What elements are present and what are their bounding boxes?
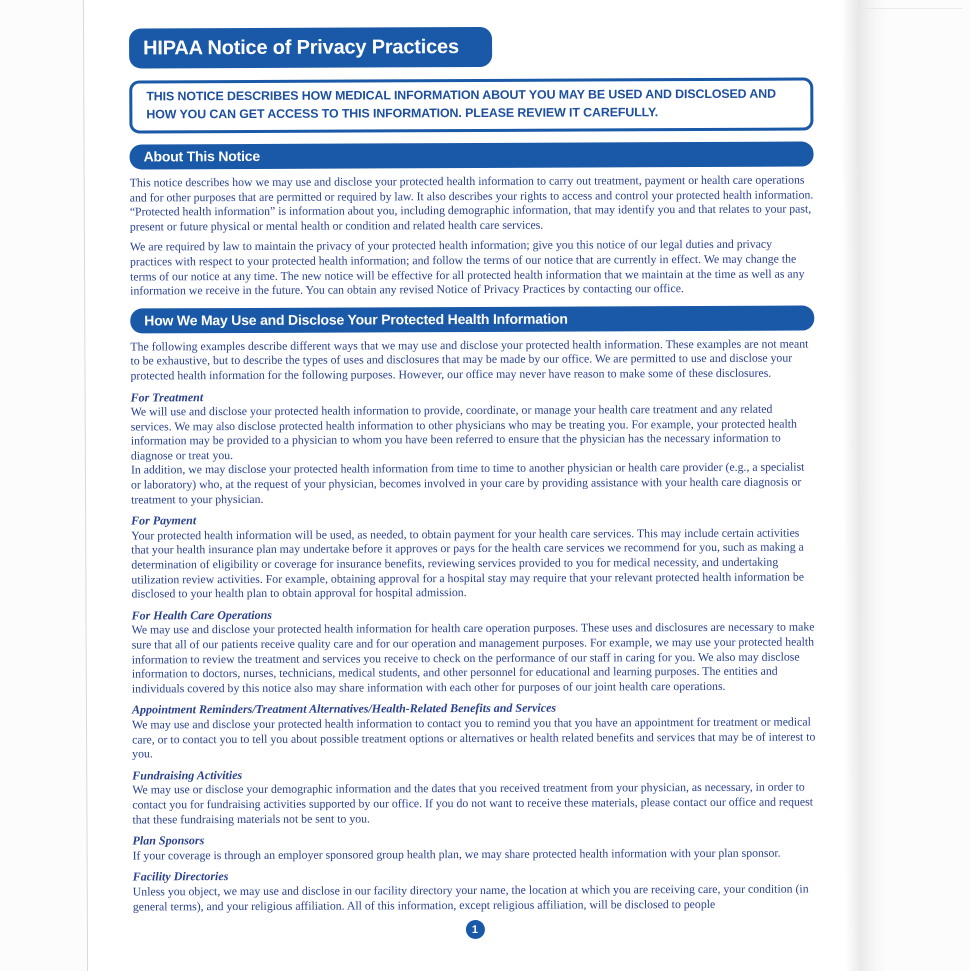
subsection-paragraph: Your protected health information will be used, as needed, to obtain payment for your health care services. This may include certain activities that your health insurance plan may undertake before it approves or pays for the health care services we recommend for you, such as making a determination of eligibility or coverage for insurance benefits, reviewing services provided to you for medical necessity, and undertaking utilization review activities. For example, obtaining approval for a hospital stay may require that your relevant protected health information be disclosed to your health plan to obtain approval for hospital admission. — [131, 525, 804, 601]
section-header-about-this-notice — [130, 141, 814, 169]
subsection-paragraph: We will use and disclose your protected health information to provide, coordinate, or manage your health care treatment and any related services. We may also disclose protected health information to other physicians who may be treating you. For example, your protected health information may be provided to a physician to whom you have been referred to ensure that the physician has the necessary information to diagnose or treat you. — [130, 401, 797, 463]
subsection-facility-directories — [133, 867, 817, 914]
subsection-title: For Treatment — [130, 389, 204, 404]
notice-banner-text: THIS NOTICE DESCRIBES HOW MEDICAL INFORMATION ABOUT YOU MAY BE USED AND DISCLOSED AND HOW YOU CAN GET ACCESS TO THIS INFORMATION. PLEASE REVIEW IT CAREFULLY. — [146, 86, 776, 122]
subsection-title: Facility Directories — [132, 869, 229, 884]
section-heading-text: How We May Use and Disclose Your Protected Health Information — [144, 310, 568, 329]
subsection-paragraph: We may use and disclose your protected health information to contact you to remind you that you have an appointment for treatment or medical care, or to contact you to tell you about possible treatment options or alternatives or health related benefits and services that may be of interest to you. — [132, 714, 816, 761]
subsection-for-treatment — [131, 387, 816, 507]
page-number: 1 — [471, 923, 479, 936]
subsection-for-payment — [131, 511, 815, 602]
about-paragraph-1: This notice describes how we may use and disclose your protected health information to carry out treatment, payment or health care operations and for other purposes that are permitted or required by law. It also describes your rights to access and control your protected health information. “Protected health information” is information about you, including demographic information, that may identify you and that relates to your past, present or future physical or mental health or condition and related health care services. — [129, 172, 814, 234]
subsection-paragraph: We may use and disclose your protected health information for health care operation purposes. These uses and disclosures are necessary to make sure that all of our patients receive quality care and for our operation and management purposes. For example, we may use your protected health information to review the treatment and services you receive to check on the performance of our staff in caring for you. We also may disclose information to doctors, nurses, technicians, medical students, and other personnel for educational and learning purposes. The entities and individuals covered by this notice also may share information with each other for purposes of our joint health care operations. — [131, 619, 815, 696]
document-page — [83, 0, 861, 971]
document-title: HIPAA Notice of Privacy Practices — [143, 35, 459, 59]
document-content — [84, 0, 861, 941]
section-header-uses-disclosures — [130, 305, 814, 333]
subsection-title: Fundraising Activities — [132, 767, 243, 783]
subsection-paragraph: In addition, we may disclose your protected health information from time to time to another physician or health care provider (e.g., a specialist or laboratory) who, at the request of your physician, becomes involved in your care by providing assistance with your health care diagnosis or treatment to your physician. — [130, 460, 805, 507]
uses-intro-paragraph: The following examples describe different ways that we may use and disclose your protected health information. These examples are not meant to be exhaustive, but to describe the types of uses and disclosures that may be made by our office. We are permitted to use and disclose your protected health information for the following purposes. However, our office may never have reason to make some of these disclosures. — [130, 336, 809, 383]
section-heading-text: About This Notice — [143, 148, 260, 165]
subsection-fundraising-activities — [132, 765, 816, 826]
page-stack-top-edge — [850, 8, 962, 9]
subsection-title: For Payment — [131, 513, 197, 528]
subsection-appointment-reminders — [132, 700, 816, 761]
document-title-bar — [129, 27, 492, 69]
subsection-title: Plan Sponsors — [132, 833, 205, 848]
subsection-health-care-operations — [132, 605, 816, 696]
page-number-badge — [465, 920, 484, 939]
page-stack-edge — [857, 0, 885, 971]
notice-banner-box — [129, 78, 813, 134]
subsection-title: For Health Care Operations — [131, 607, 272, 623]
subsection-paragraph: Unless you object, we may use and disclose in our facility directory your name, the location at which you are receiving care, your condition (in general terms), and your religious affiliation. All of this information, except religious affiliation, will be disclosed to people — [132, 881, 809, 913]
subsection-paragraph: We may use or disclose your demographic information and the dates that you received treatment from your physician, as necessary, in order to contact you for fundraising activities supported by our office. If you do not want to receive these materials, please contact our office and request that these fundraising materials not be sent to you. — [132, 779, 814, 827]
subsection-plan-sponsors — [133, 831, 817, 863]
about-paragraph-2: We are required by law to maintain the privacy of your protected health information; give you this notice of our legal duties and privacy practices with respect to your protected health information; and follow the terms of our notice that are currently in effect. We may change the terms of our notice at any time. The new notice will be effective for all protected health information that we maintain at the time as well as any information we receive in the future. You can obtain any revised Notice of Privacy Practices by contacting our office. — [129, 237, 805, 298]
subsection-title: Appointment Reminders/Treatment Alternatives/Health-Related Benefits and Services — [131, 701, 557, 717]
subsection-paragraph: If your coverage is through an employer sponsored group health plan, we may share protected health information with your plan sponsor. — [132, 845, 781, 863]
